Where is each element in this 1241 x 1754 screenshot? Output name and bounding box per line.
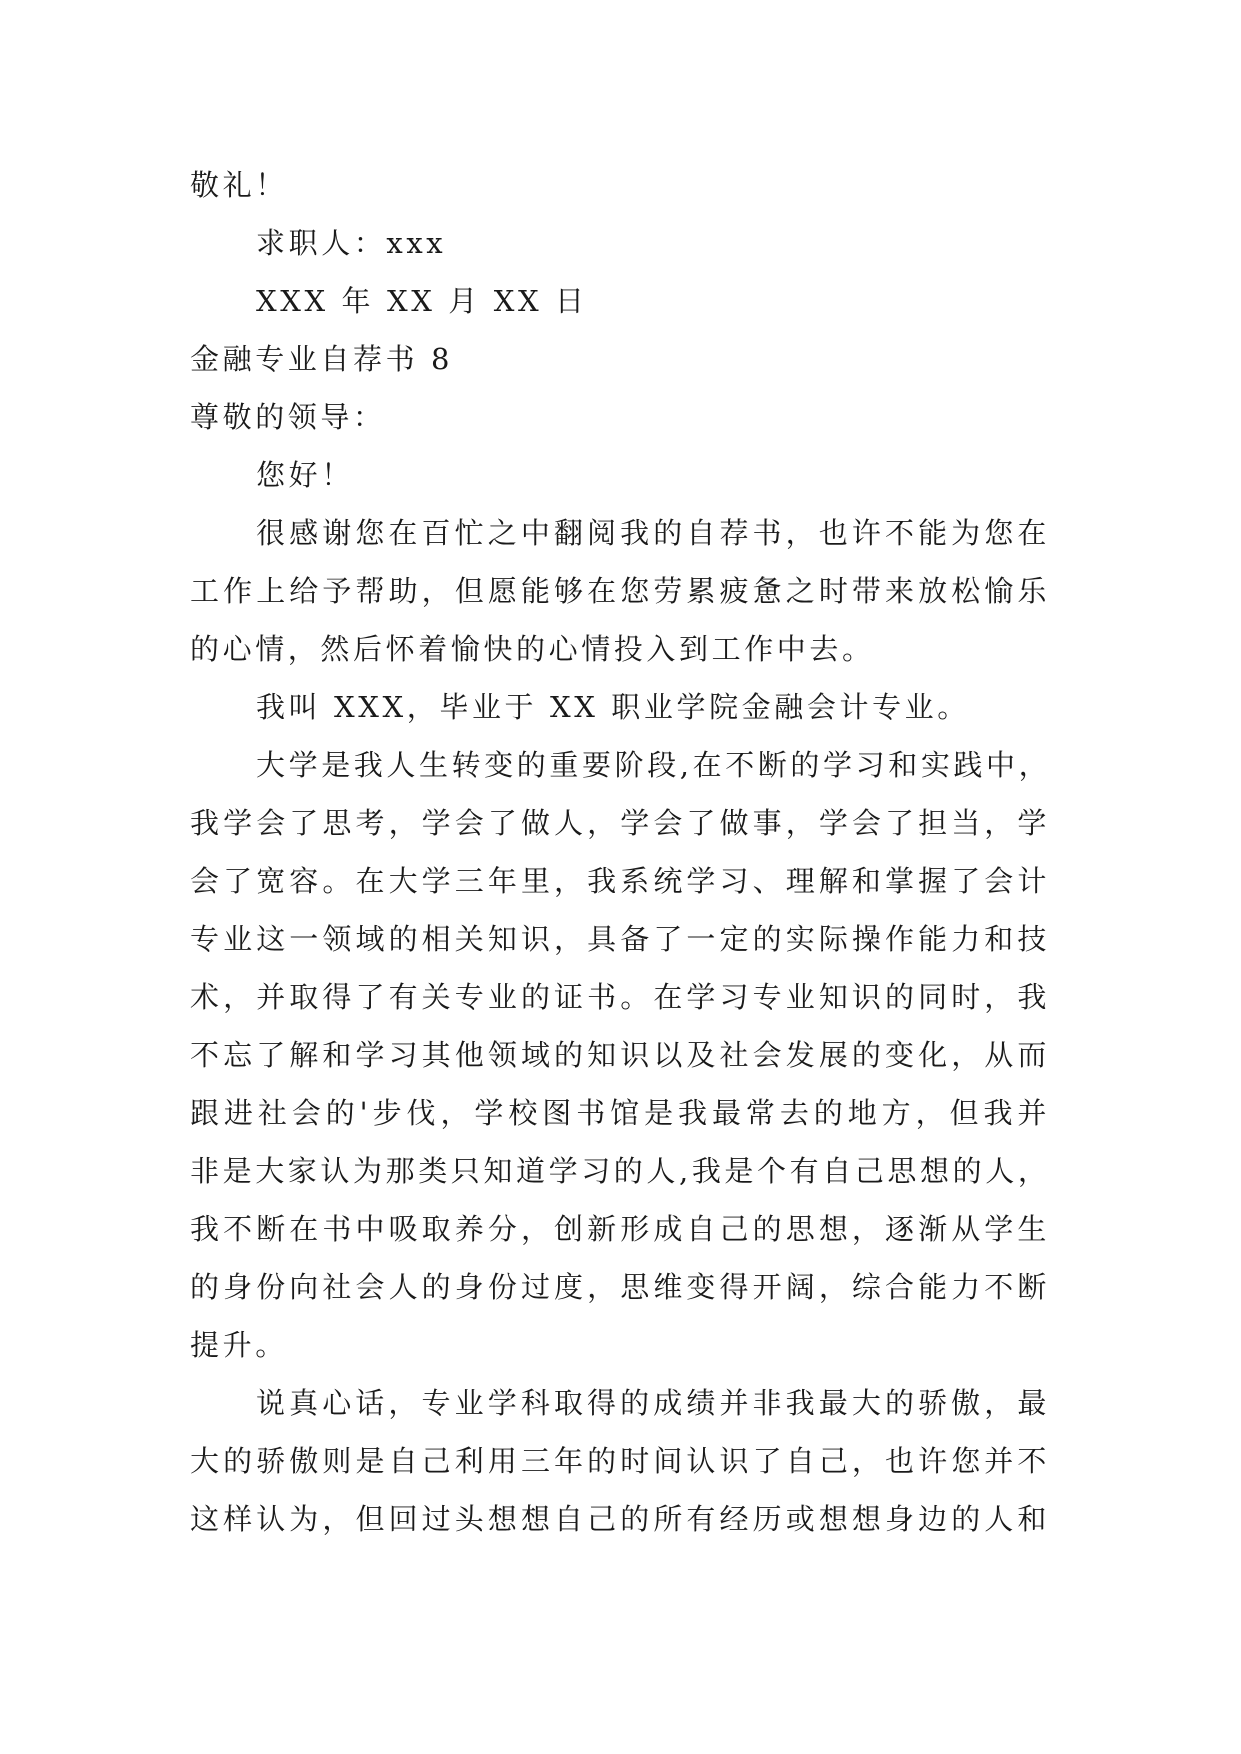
salutation: 尊敬的领导： [190,400,386,434]
paragraph-2 [190,678,1050,736]
applicant-signature: 求职人：xxx [256,226,447,260]
paragraph-line: 说真心话，专业学科取得的成绩并非我最大的骄傲，最 [256,1386,1050,1420]
paragraph-3 [190,736,1050,1374]
paragraph-line: 很感谢您在百忙之中翻阅我的自荐书，也许不能为您在 [256,516,1050,550]
paragraph-1 [190,504,1050,678]
greeting: 您好！ [256,458,354,492]
paragraph-line: 术，并取得了有关专业的证书。在学习专业知识的同时，我 [190,980,1050,1014]
paragraph-line: 大学是我人生转变的重要阶段,在不断的学习和实践中， [256,748,1052,782]
paragraph-line: 我叫 XXX，毕业于 XX 职业学院金融会计专业。 [256,690,970,724]
paragraph-line: 非是大家认为那类只知道学习的人,我是个有自己思想的人， [190,1154,1051,1188]
paragraph-line: 的身份向社会人的身份过度，思维变得开阔，综合能力不断 [190,1270,1050,1304]
paragraph-line: 我不断在书中吸取养分，创新形成自己的思想，逐渐从学生 [190,1212,1050,1246]
paragraph-line: 的心情，然后怀着愉快的心情投入到工作中去。 [190,632,875,666]
letter-date: XXX 年 XX 月 XX 日 [256,284,588,318]
letter-body [190,156,1050,1548]
section-title: 金融专业自荐书 8 [190,342,454,376]
paragraph-line: 我学会了思考，学会了做人，学会了做事，学会了担当，学 [190,806,1050,840]
paragraph-line: 会了宽容。在大学三年里，我系统学习、理解和掌握了会计 [190,864,1050,898]
paragraph-line: 这样认为，但回过头想想自己的所有经历或想想身边的人和 [190,1502,1050,1536]
paragraph-line: 工作上给予帮助，但愿能够在您劳累疲惫之时带来放松愉乐 [190,574,1050,608]
paragraph-line: 专业这一领域的相关知识，具备了一定的实际操作能力和技 [190,922,1050,956]
paragraph-line: 不忘了解和学习其他领域的知识以及社会发展的变化，从而 [190,1038,1050,1072]
paragraph-line: 大的骄傲则是自己利用三年的时间认识了自己，也许您并不 [190,1444,1050,1478]
paragraph-4 [190,1374,1050,1548]
closing-text: 敬礼！ [190,168,288,202]
paragraph-line: 提升。 [190,1328,288,1362]
paragraph-line: 跟进社会的'步伐，学校图书馆是我最常去的地方，但我并 [190,1096,1050,1130]
